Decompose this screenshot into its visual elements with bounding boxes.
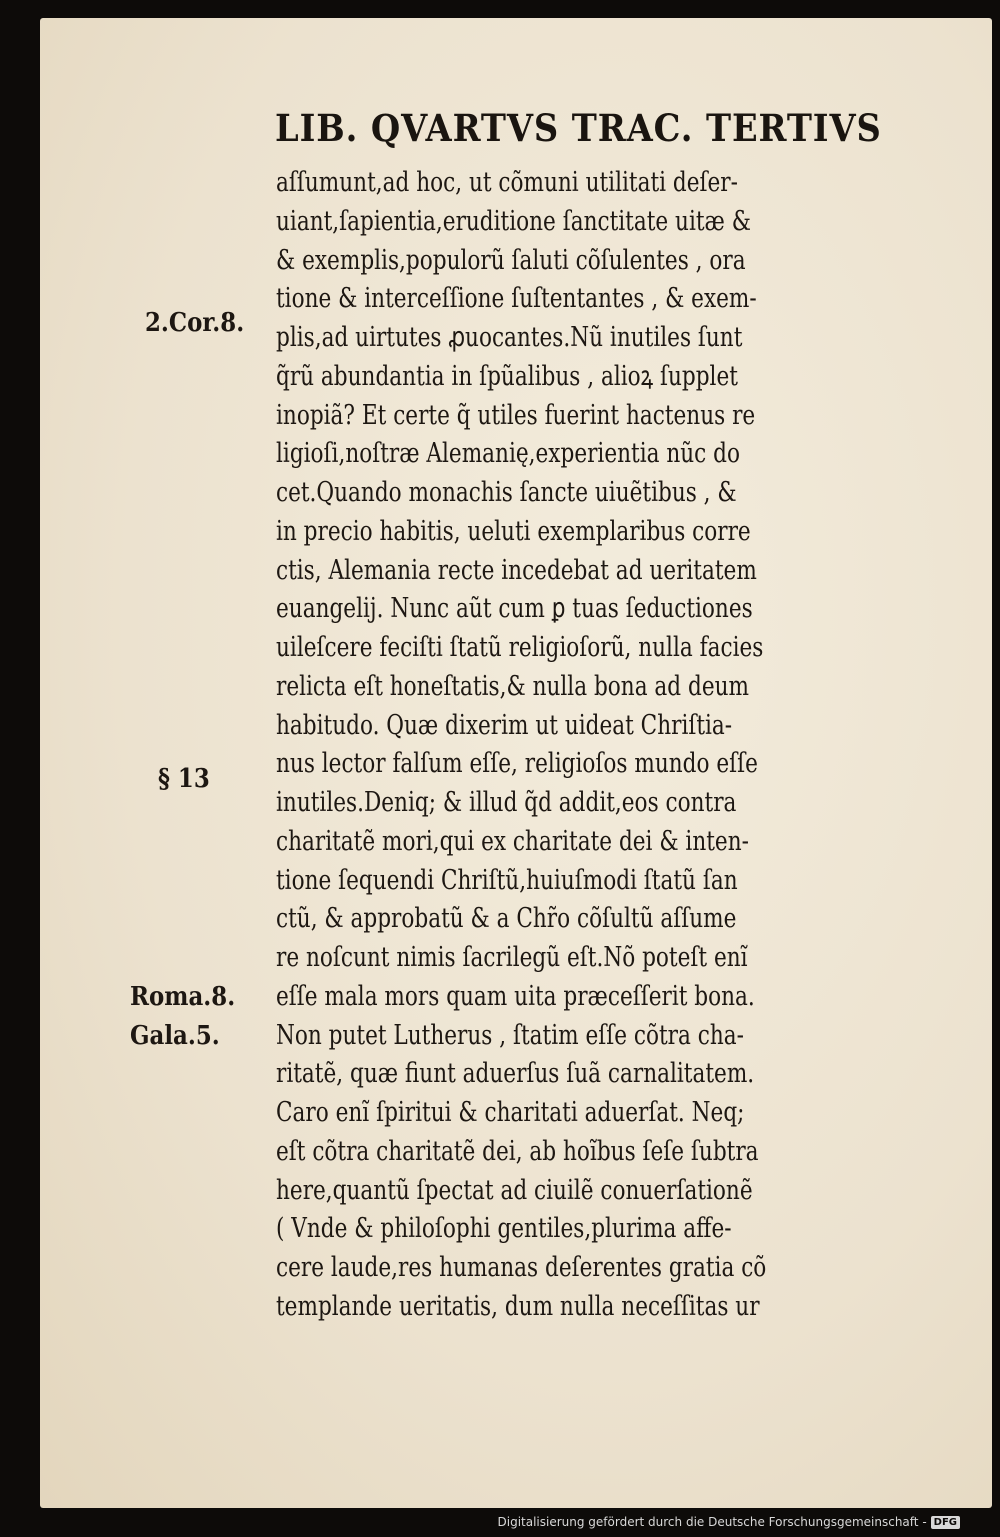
text-line: templande ueritatis, dum nulla neceſſitas ur: [276, 1290, 760, 1322]
text-line: ctis, Alemania recte incedebat ad ueritatem: [276, 554, 757, 586]
dfg-logo: DFG: [931, 1516, 960, 1529]
margin-note-cor: 2.Cor.8.: [145, 308, 245, 338]
text-line: re noſcunt nimis ſacrilegũ eſt.Nõ poteſt enĩ: [276, 942, 748, 973]
text-line: aſſumunt,ad hoc, ut cõmuni utilitati deſer-: [276, 167, 738, 198]
text-line: ritatẽ, quæ fiunt aduerſus ſuã carnalitatem.: [276, 1058, 755, 1090]
text-line: ctũ, & approbatũ & a Chr̃o cõſultũ aſſume: [276, 903, 737, 935]
text-line: eſt cõtra charitatẽ dei, ab hoĩbus ſeſe ſubtra: [276, 1135, 759, 1167]
text-line: charitatẽ mori,qui ex charitate dei & inten-: [276, 825, 749, 857]
margin-note-roma: Roma.8.: [130, 982, 236, 1012]
text-line: euangelij. Nunc aũt cum ꝑ tuas ſeductiones: [276, 593, 753, 625]
text-line: ligioſi,noſtræ Alemanię,experientia nũc do: [276, 438, 740, 470]
margin-note-gala: Gala.5.: [130, 1021, 220, 1051]
text-line: inutiles.Deniq; & illud q̃d addit,eos contra: [276, 787, 737, 818]
text-line: uileſcere feciſti ſtatũ religioſorũ, nulla facies: [276, 632, 764, 663]
body-text: [276, 164, 916, 1327]
text-line: tione & interceſſione ſuſtentantes , & exem-: [276, 283, 757, 315]
text-line: & exemplis,populorũ ſaluti cõſulentes , ora: [276, 244, 746, 276]
text-line: plis,ad uirtutes ꝓuocantes.Nũ inutiles ſunt: [276, 322, 743, 353]
text-line: relicta eſt honeſtatis,& nulla bona ad deum: [276, 670, 750, 702]
margin-note-section: § 13: [158, 764, 210, 794]
text-line: inopiã? Et certe q̃ utiles fuerint hactenus re: [276, 399, 756, 431]
text-line: habitudo. Quæ dixerim ut uideat Chriſtia-: [276, 709, 733, 741]
text-line: cere laude,res humanas deſerentes gratia cõ: [276, 1252, 767, 1283]
text-line: Non putet Lutherus , ſtatim eſſe cõtra cha-: [276, 1019, 744, 1051]
text-line: Caro enĩ ſpiritui & charitati aduerſat. Neq;: [276, 1097, 745, 1128]
text-line: q̃rũ abundantia in ſpũalibus , alioꝝ ſupplet: [276, 360, 738, 392]
text-line: in precio habitis, ueluti exemplaribus corre: [276, 515, 751, 547]
text-line: nus lector falſum eſſe, religioſos mundo eſſe: [276, 748, 758, 780]
footer-credit: Digitalisierung gefördert durch die Deutsche Forschungsgemeinschaft -: [497, 1515, 927, 1529]
text-line: tione ſequendi Chriſtũ,huiuſmodi ſtatũ ſan: [276, 864, 738, 896]
text-line: cet.Quando monachis ſancte uiuẽtibus , &: [276, 477, 737, 508]
text-line: here,quantũ ſpectat ad ciuilẽ conuerſationẽ: [276, 1174, 753, 1206]
digitization-footer: [498, 1511, 961, 1533]
text-line: eſſe mala mors quam uita præceſſerit bona.: [276, 980, 755, 1012]
text-line: uiant,ſapientia,eruditione ſanctitate uitæ &: [276, 205, 751, 237]
text-line: ( Vnde & philoſophi gentiles,plurima affe-: [276, 1213, 732, 1245]
page-heading: LIB. QVARTVS TRAC. TERTIVS: [275, 106, 882, 150]
